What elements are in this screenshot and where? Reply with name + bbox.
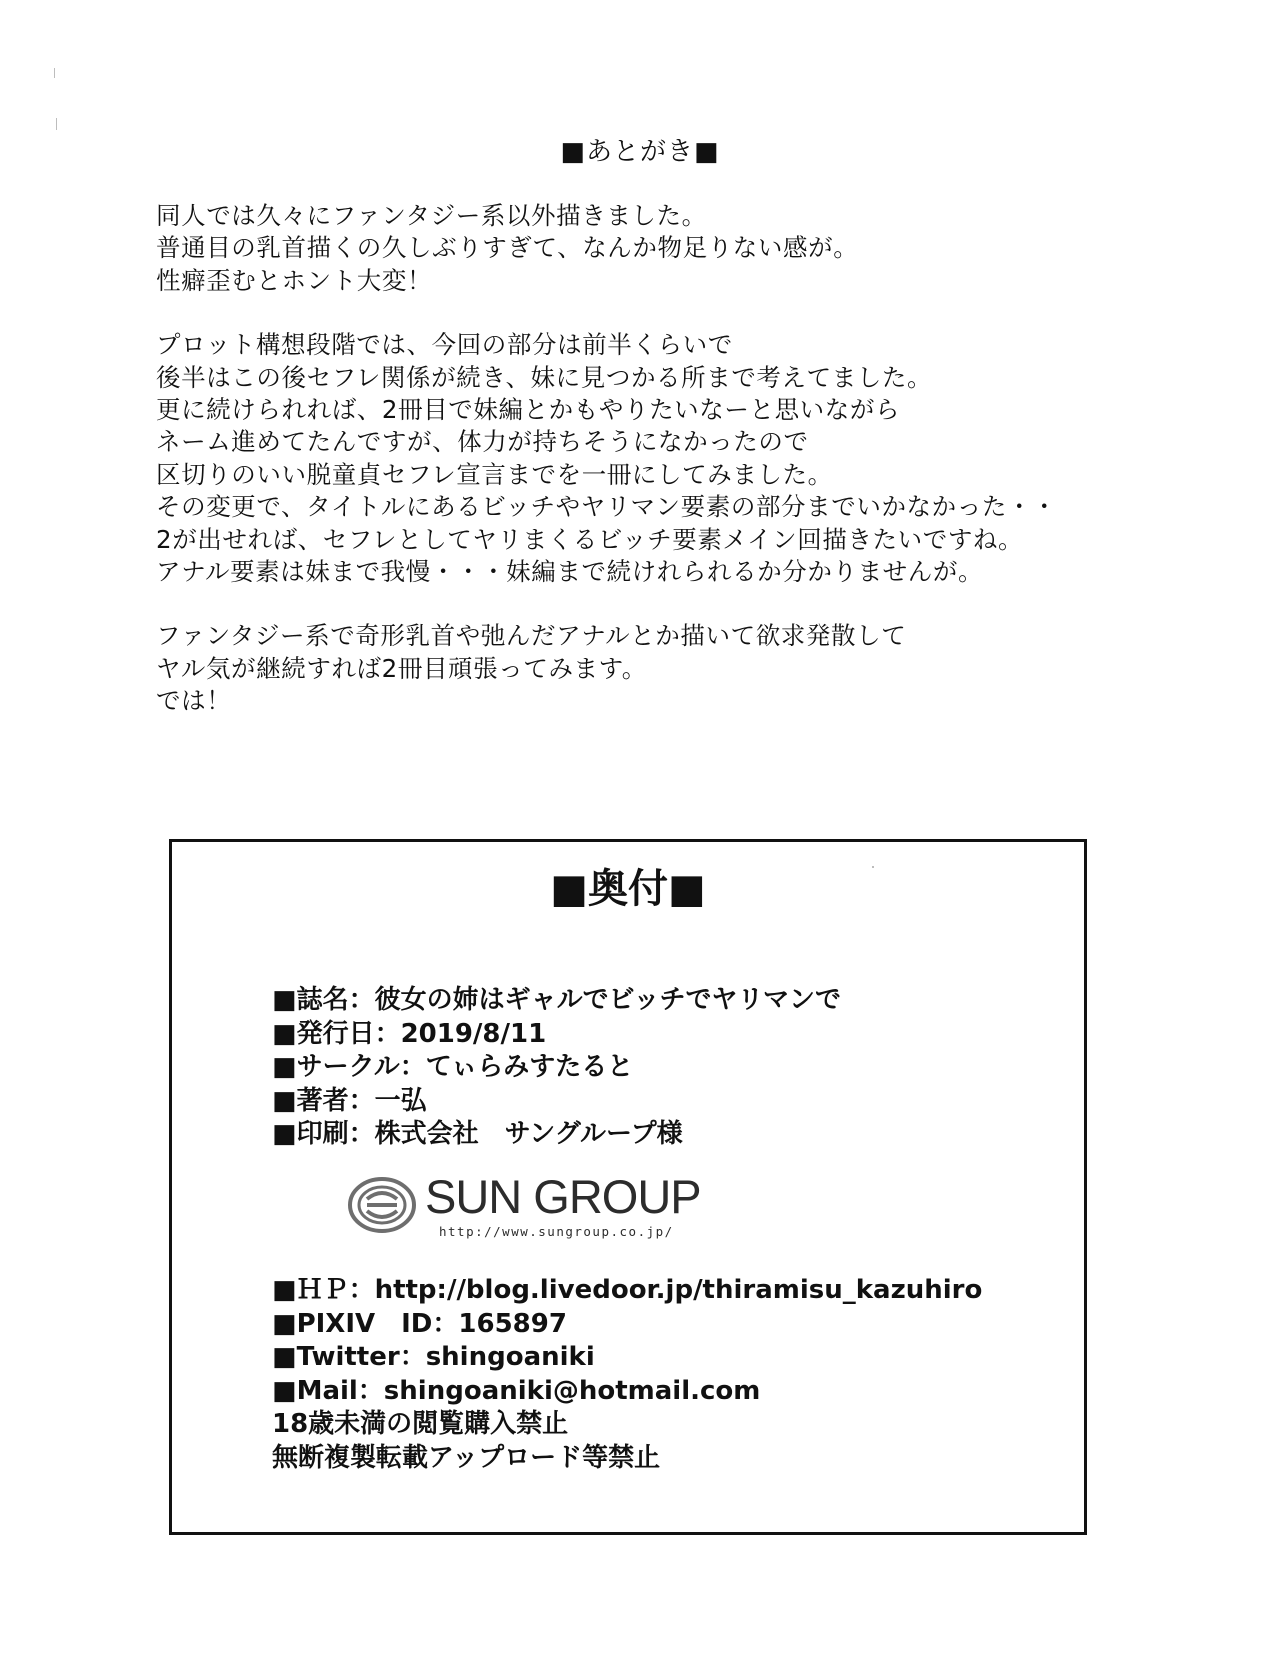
afterword-line: アナル要素は妹まで我慢・・・妹編まで続けれられるか分かりませんが。 (156, 557, 984, 587)
afterword-title: ■あとがき■ (560, 137, 720, 167)
afterword-line: ネーム進めてたんですが、体力が持ちそうになかったので (156, 427, 809, 457)
colophon-circle: ■サークル：てぃらみすたると (272, 1052, 634, 1082)
afterword-line: 同人では久々にファンタジー系以外描きました。 (156, 201, 707, 230)
afterword-line: ヤル気が継続すれば2冊目頑張ってみます。 (156, 653, 647, 683)
afterword-line: その変更で、タイトルにあるビッチやヤリマン要素の部分までいかなかった・・ (156, 492, 1058, 522)
colophon-book-title: ■誌名：彼女の姉はギャルでビッチでヤリマンで (272, 985, 842, 1015)
afterword-body (156, 200, 1196, 750)
afterword-paragraph (156, 200, 1196, 297)
afterword-line: ファンタジー系で奇形乳首や弛んだアナルとか描いて欲求発散して (156, 621, 907, 651)
scan-speck (54, 68, 55, 78)
colophon-box (169, 839, 1087, 1535)
scan-speck (56, 118, 57, 130)
colophon-publish-date: ■発行日：2019/8/11 (272, 1018, 547, 1049)
afterword-line: 2が出せれば、セフレとしてヤリまくるビッチ要素メイン回描きたいですね。 (156, 524, 1024, 554)
sun-group-logo (347, 1169, 707, 1245)
afterword-line: 普通目の乳首描くの久しぶりすぎて、なんか物足りない感が。 (156, 233, 859, 263)
sun-group-logo-icon (347, 1175, 417, 1235)
contact-homepage: ■ＨＰ：http://blog.livedoor.jp/thiramisu_kazuhiro (272, 1275, 983, 1305)
afterword-line: 更に続けられれば、2冊目で妹編とかもやりたいなーと思いながら (156, 395, 901, 425)
contact-pixiv: ■PIXIV ID：165897 (272, 1308, 567, 1339)
afterword-paragraph (156, 620, 1196, 717)
afterword-line: 性癖歪むとホント大変！ (156, 265, 433, 295)
afterword-paragraph (156, 329, 1196, 588)
colophon-details (272, 984, 841, 1152)
contact-twitter: ■Twitter：shingoaniki (272, 1342, 595, 1372)
afterword-line: では！ (156, 686, 232, 716)
afterword-line: 後半はこの後セフレ関係が続き、妹に見つかる所まで考えてました。 (156, 362, 933, 392)
age-restriction-notice: 18歳未満の閲覧購入禁止 (272, 1409, 569, 1439)
afterword-line: 区切りのいい脱童貞セフレ宣言までを一冊にしてみました。 (156, 459, 833, 489)
afterword-line: プロット構想段階では、今回の部分は前半くらいで (156, 330, 733, 360)
contact-mail: ■Mail：shingoaniki@hotmail.com (272, 1375, 761, 1406)
sun-group-logo-text: SUN GROUP (425, 1170, 701, 1223)
colophon-printer: ■印刷：株式会社 サングループ様 (272, 1119, 683, 1149)
colophon-title: ■奥付■ (550, 866, 706, 912)
colophon-author: ■著者：一弘 (272, 1085, 427, 1116)
sun-group-logo-url: http://www.sungroup.co.jp/ (439, 1224, 674, 1239)
contact-details (272, 1274, 982, 1475)
copyright-notice: 無断複製転載アップロード等禁止 (272, 1442, 661, 1473)
